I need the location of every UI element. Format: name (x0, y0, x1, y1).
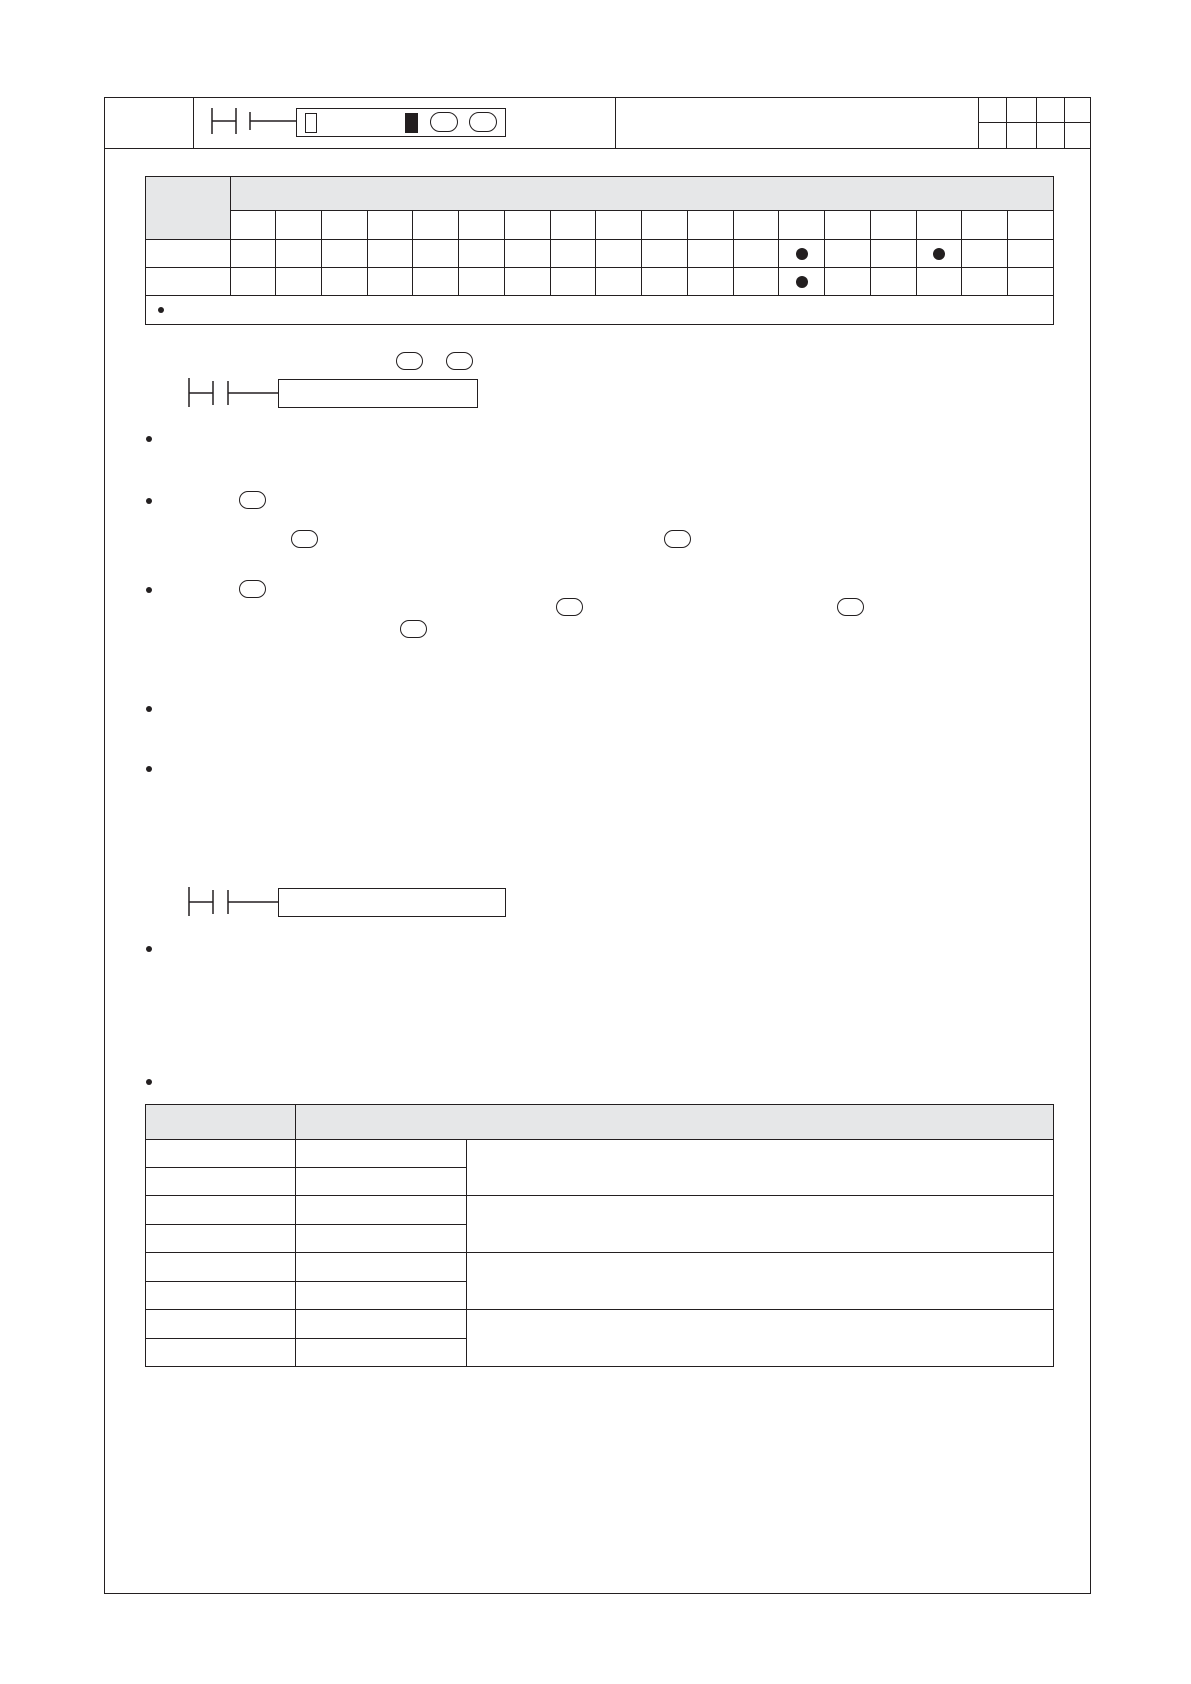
operand-pill (469, 112, 497, 132)
applicable-dot-icon (796, 276, 808, 288)
table-cell (466, 1310, 1053, 1367)
ladder-contact-icon (188, 887, 280, 917)
operand-pill (664, 530, 691, 548)
bullet-icon (146, 1079, 152, 1085)
table-cell (146, 1253, 296, 1282)
table-cell (466, 1140, 1053, 1196)
operand-pill (556, 598, 583, 616)
header-cell-divider (978, 122, 1091, 123)
bullet-icon (146, 946, 152, 952)
operand-pill (446, 352, 473, 370)
devices-table (145, 1104, 1054, 1367)
operand-pill (396, 352, 423, 370)
table-cell (295, 1168, 466, 1196)
table-cell (146, 1339, 296, 1367)
table-cell (466, 1196, 1053, 1253)
operand-pill (837, 598, 864, 616)
operand-table-corner (146, 177, 231, 240)
ladder-contact-icon (210, 108, 306, 138)
table-cell (295, 1310, 466, 1339)
operand-pill (430, 112, 458, 132)
devices-table-header-cell (295, 1105, 1053, 1140)
filled-slot (405, 113, 418, 133)
table-cell (466, 1253, 1053, 1310)
bullet-icon (146, 706, 152, 712)
bullet-icon (146, 436, 152, 442)
operand-row-label (146, 240, 231, 268)
devices-table-header-cell (146, 1105, 296, 1140)
header-separator (193, 97, 194, 148)
table-cell (146, 1140, 296, 1168)
table-cell (146, 1168, 296, 1196)
table-cell (146, 1196, 296, 1225)
operand-pill (400, 620, 427, 638)
table-cell (295, 1253, 466, 1282)
bullet-icon (146, 766, 152, 772)
table-cell (295, 1339, 466, 1367)
instruction-box (296, 108, 506, 137)
prefix-slot (305, 113, 317, 133)
operand-pill (239, 580, 266, 598)
table-cell (146, 1225, 296, 1253)
bullet-icon (146, 498, 152, 504)
ladder-instruction-box (278, 888, 506, 917)
applicable-dot-icon (933, 248, 945, 260)
operand-table-note (146, 296, 1054, 325)
operand-pill (239, 491, 266, 509)
table-cell (295, 1225, 466, 1253)
table-cell (146, 1282, 296, 1310)
applicable-dot-icon (796, 248, 808, 260)
table-cell (146, 1310, 296, 1339)
bullet-icon (158, 307, 164, 313)
operand-pill (291, 530, 318, 548)
operand-row-label (146, 268, 231, 296)
operand-table (145, 176, 1054, 325)
header-separator (615, 97, 616, 148)
table-cell (295, 1196, 466, 1225)
ladder-instruction-box (278, 379, 478, 408)
operand-table-header (230, 177, 1053, 211)
table-cell (295, 1282, 466, 1310)
table-cell (295, 1140, 466, 1168)
ladder-contact-icon (188, 378, 280, 408)
bullet-icon (146, 587, 152, 593)
header-divider (104, 148, 1091, 149)
